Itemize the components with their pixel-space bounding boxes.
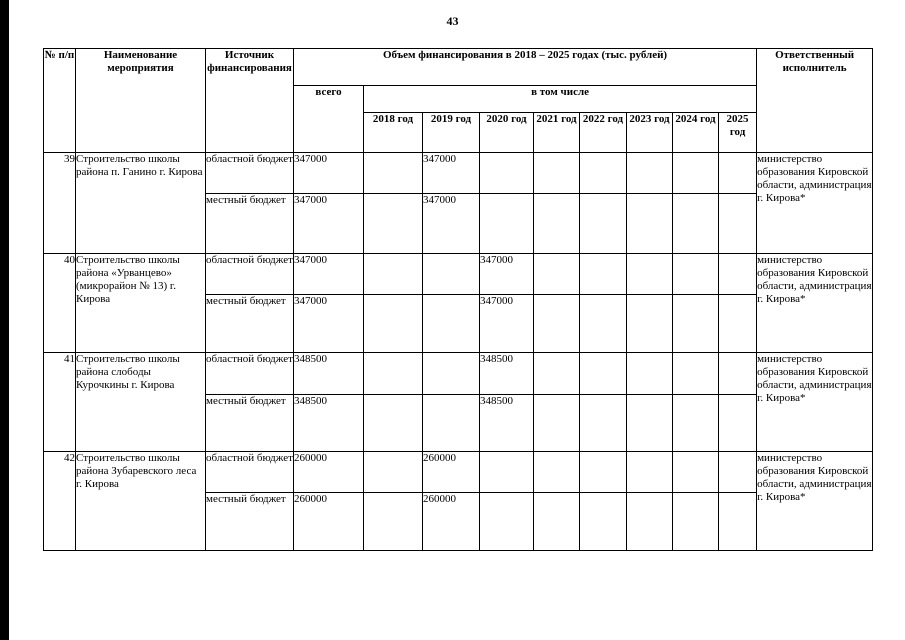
funding-source: областной бюджет bbox=[206, 452, 294, 493]
header-volume: Объем финансирования в 2018 – 2025 годах (тыс. рублей) bbox=[294, 49, 757, 86]
year-amount bbox=[480, 194, 534, 254]
year-amount bbox=[719, 452, 757, 493]
header-year: 2023 год bbox=[627, 113, 673, 153]
year-amount bbox=[673, 395, 719, 452]
header-including: в том числе bbox=[364, 86, 757, 113]
total-amount: 347000 bbox=[294, 153, 364, 194]
funding-source: местный бюджет bbox=[206, 194, 294, 254]
header-total: всего bbox=[294, 86, 364, 153]
year-amount bbox=[673, 153, 719, 194]
total-amount: 260000 bbox=[294, 493, 364, 551]
total-amount: 348500 bbox=[294, 395, 364, 452]
year-amount bbox=[627, 194, 673, 254]
funding-table bbox=[43, 48, 873, 551]
year-amount bbox=[480, 493, 534, 551]
year-amount bbox=[673, 452, 719, 493]
funding-source: областной бюджет bbox=[206, 353, 294, 395]
year-amount bbox=[719, 493, 757, 551]
year-amount bbox=[580, 254, 627, 295]
total-amount: 347000 bbox=[294, 295, 364, 353]
scan-edge-bar bbox=[0, 0, 9, 640]
year-amount bbox=[534, 153, 580, 194]
executor: министерство образования Кировской области, администрация г. Кирова* bbox=[757, 353, 873, 452]
year-amount bbox=[364, 295, 423, 353]
total-amount: 260000 bbox=[294, 452, 364, 493]
year-amount bbox=[480, 452, 534, 493]
year-amount bbox=[673, 493, 719, 551]
funding-source: областной бюджет bbox=[206, 254, 294, 295]
year-amount bbox=[719, 194, 757, 254]
year-amount bbox=[423, 254, 480, 295]
year-amount bbox=[423, 395, 480, 452]
project-name: Строительство школы района Зубаревского леса г. Кирова bbox=[76, 452, 206, 551]
year-amount bbox=[534, 395, 580, 452]
header-no: № п/п bbox=[44, 49, 76, 153]
year-amount bbox=[364, 153, 423, 194]
header-source: Источник финансирования bbox=[206, 49, 294, 153]
year-amount bbox=[423, 295, 480, 353]
header-year: 2024 год bbox=[673, 113, 719, 153]
year-amount bbox=[364, 493, 423, 551]
year-amount bbox=[534, 452, 580, 493]
year-amount bbox=[719, 153, 757, 194]
executor: министерство образования Кировской области, администрация г. Кирова* bbox=[757, 254, 873, 353]
project-number: 41 bbox=[44, 353, 76, 452]
project-name: Строительство школы района слободы Курочкины г. Кирова bbox=[76, 353, 206, 452]
project-number: 39 bbox=[44, 153, 76, 254]
header-year: 2020 год bbox=[480, 113, 534, 153]
table-row bbox=[44, 254, 873, 295]
project-number: 40 bbox=[44, 254, 76, 353]
year-amount bbox=[627, 395, 673, 452]
total-amount: 347000 bbox=[294, 194, 364, 254]
year-amount bbox=[580, 452, 627, 493]
year-amount: 347000 bbox=[423, 194, 480, 254]
funding-source: областной бюджет bbox=[206, 153, 294, 194]
year-amount bbox=[534, 353, 580, 395]
executor: министерство образования Кировской области, администрация г. Кирова* bbox=[757, 153, 873, 254]
year-amount bbox=[364, 452, 423, 493]
header-name: Наименование мероприятия bbox=[76, 49, 206, 153]
year-amount: 348500 bbox=[480, 395, 534, 452]
year-amount bbox=[673, 353, 719, 395]
funding-source: местный бюджет bbox=[206, 493, 294, 551]
year-amount bbox=[534, 493, 580, 551]
year-amount bbox=[627, 452, 673, 493]
funding-source: местный бюджет bbox=[206, 395, 294, 452]
year-amount: 260000 bbox=[423, 493, 480, 551]
header-year: 2021 год bbox=[534, 113, 580, 153]
executor: министерство образования Кировской области, администрация г. Кирова* bbox=[757, 452, 873, 551]
project-name: Строительство школы района «Урванцево» (микрорайон № 13) г. Кирова bbox=[76, 254, 206, 353]
year-amount: 347000 bbox=[423, 153, 480, 194]
year-amount bbox=[627, 493, 673, 551]
year-amount bbox=[627, 254, 673, 295]
header-year: 2018 год bbox=[364, 113, 423, 153]
year-amount bbox=[423, 353, 480, 395]
year-amount bbox=[719, 254, 757, 295]
year-amount: 347000 bbox=[480, 254, 534, 295]
header-year: 2025 год bbox=[719, 113, 757, 153]
year-amount bbox=[580, 194, 627, 254]
total-amount: 348500 bbox=[294, 353, 364, 395]
header-year: 2019 год bbox=[423, 113, 480, 153]
year-amount bbox=[580, 153, 627, 194]
table-row bbox=[44, 353, 873, 395]
funding-source: местный бюджет bbox=[206, 295, 294, 353]
year-amount bbox=[364, 194, 423, 254]
table-row bbox=[44, 153, 873, 194]
year-amount bbox=[673, 254, 719, 295]
year-amount bbox=[534, 194, 580, 254]
year-amount bbox=[480, 153, 534, 194]
header-year: 2022 год bbox=[580, 113, 627, 153]
year-amount bbox=[627, 153, 673, 194]
table-row bbox=[44, 452, 873, 493]
year-amount bbox=[580, 493, 627, 551]
year-amount bbox=[364, 395, 423, 452]
year-amount: 347000 bbox=[480, 295, 534, 353]
project-name: Строительство школы района п. Ганино г. Кирова bbox=[76, 153, 206, 254]
page-number: 43 bbox=[446, 14, 459, 28]
year-amount: 348500 bbox=[480, 353, 534, 395]
header-executor: Ответственный исполнитель bbox=[757, 49, 873, 153]
year-amount bbox=[534, 295, 580, 353]
header-row-1 bbox=[44, 49, 873, 86]
year-amount bbox=[580, 353, 627, 395]
year-amount bbox=[719, 295, 757, 353]
year-amount bbox=[580, 295, 627, 353]
year-amount bbox=[627, 353, 673, 395]
year-amount bbox=[534, 254, 580, 295]
year-amount bbox=[719, 395, 757, 452]
year-amount bbox=[673, 194, 719, 254]
year-amount: 260000 bbox=[423, 452, 480, 493]
year-amount bbox=[364, 353, 423, 395]
year-amount bbox=[627, 295, 673, 353]
project-number: 42 bbox=[44, 452, 76, 551]
year-amount bbox=[364, 254, 423, 295]
year-amount bbox=[580, 395, 627, 452]
total-amount: 347000 bbox=[294, 254, 364, 295]
year-amount bbox=[673, 295, 719, 353]
year-amount bbox=[719, 353, 757, 395]
